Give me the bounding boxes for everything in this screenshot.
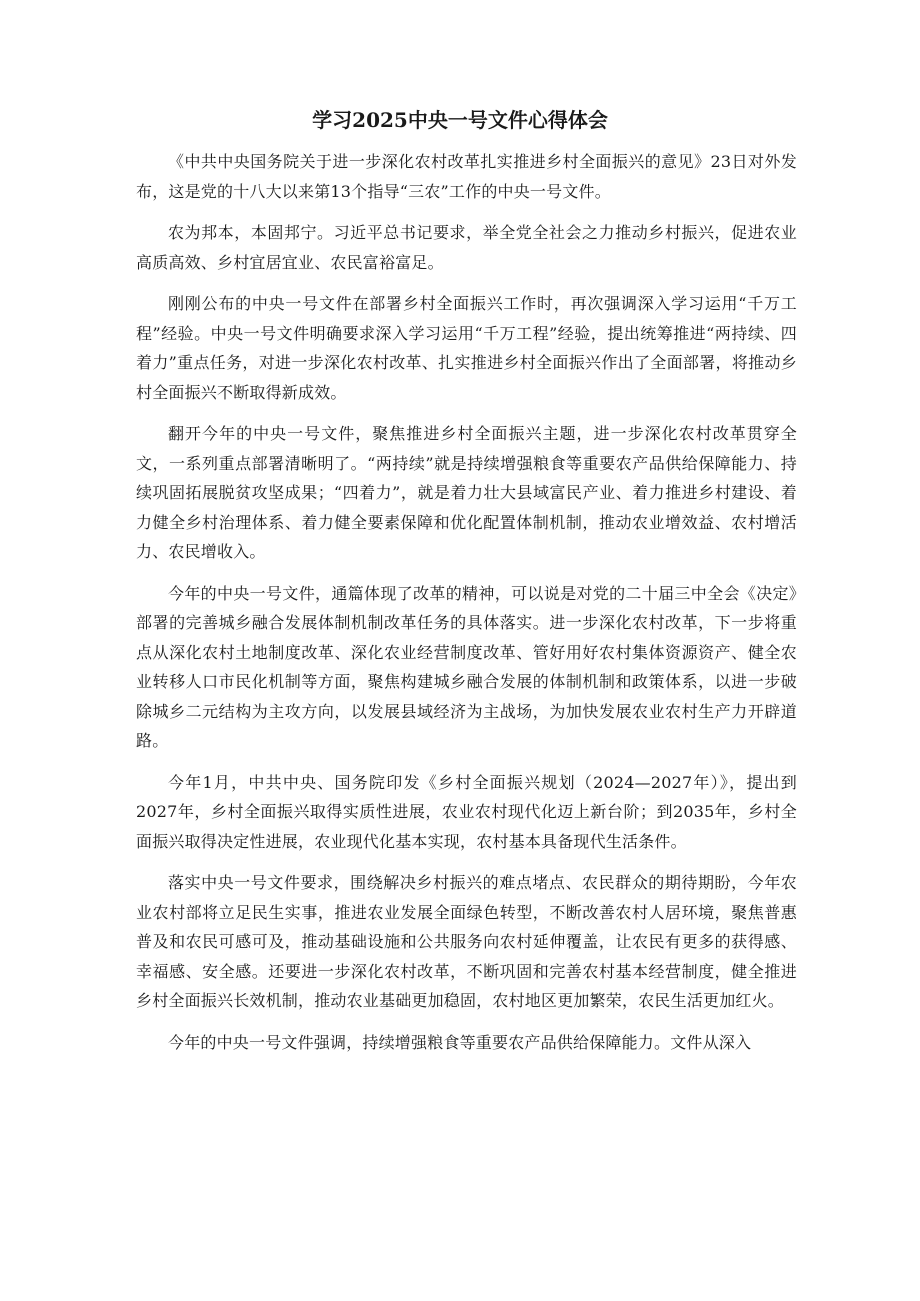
- document-body: [136, 147, 797, 1069]
- document-title: 学习2025中央一号文件心得体会: [312, 108, 608, 132]
- paragraph-4: 翻开今年的中央一号文件，聚焦推进乡村全面振兴主题，进一步深化农村改革贯穿全文，一系列重点部署清晰明了。“两持续”就是持续增强粮食等重要农产品供给保障能力、持续巩固拓展脱贫攻坚成果；“四着力”，就是着力壮大县域富民产业、着力推进乡村建设、着力健全乡村治理体系、着力健全要素保障和优化配置体制机制，推动农业增效益、农村增活力、农民增收入。: [136, 424, 797, 561]
- paragraph-6: 今年1月，中共中央、国务院印发《乡村全面振兴规划（2024—2027年）》，提出到2027年，乡村全面振兴取得实质性进展，农业农村现代化迈上新台阶；到2035年，乡村全面振兴取得决定性进展，农业现代化基本实现，农村基本具备现代生活条件。: [136, 772, 797, 851]
- paragraph-5: 今年的中央一号文件，通篇体现了改革的精神，可以说是对党的二十届三中全会《决定》部署的完善城乡融合发展体制机制改革任务的具体落实。进一步深化农村改革，下一步将重点从深化农村土地制度改革、深化农业经营制度改革、管好用好农村集体资源资产、健全农业转移人口市民化机制等方面，聚焦构建城乡融合发展的体制机制和政策体系，以进一步破除城乡二元结构为主攻方向，以发展县域经济为主战场，为加快发展农业农村生产力开辟道路。: [136, 583, 797, 750]
- paragraph-3: 刚刚公布的中央一号文件在部署乡村全面振兴工作时，再次强调深入学习运用“千万工程”经验。中央一号文件明确要求深入学习运用“千万工程”经验，提出统筹推进“两持续、四着力”重点任务，对进一步深化农村改革、扎实推进乡村全面振兴作出了全面部署，将推动乡村全面振兴不断取得新成效。: [136, 294, 797, 402]
- paragraph-7: 落实中央一号文件要求，围绕解决乡村振兴的难点堵点、农民群众的期待期盼，今年农业农村部将立足民生实事，推进农业发展全面绿色转型，不断改善农村人居环境，聚焦普惠普及和农民可感可及，推动基础设施和公共服务向农村延伸覆盖，让农民有更多的获得感、幸福感、安全感。还要进一步深化农村改革，不断巩固和完善农村基本经营制度，健全推进乡村全面振兴长效机制，推动农业基础更加稳固，农村地区更加繁荣，农民生活更加红火。: [136, 873, 797, 1010]
- paragraph-1: 《中共中央国务院关于进一步深化农村改革扎实推进乡村全面振兴的意见》23日对外发布，这是党的十八大以来第13个指导“三农”工作的中央一号文件。: [136, 152, 797, 201]
- paragraph-2: 农为邦本，本固邦宁。习近平总书记要求，举全党全社会之力推动乡村振兴，促进农业高质高效、乡村宜居宜业、农民富裕富足。: [136, 223, 797, 272]
- paragraph-8: 今年的中央一号文件强调，持续增强粮食等重要农产品供给保障能力。文件从深入: [168, 1032, 752, 1052]
